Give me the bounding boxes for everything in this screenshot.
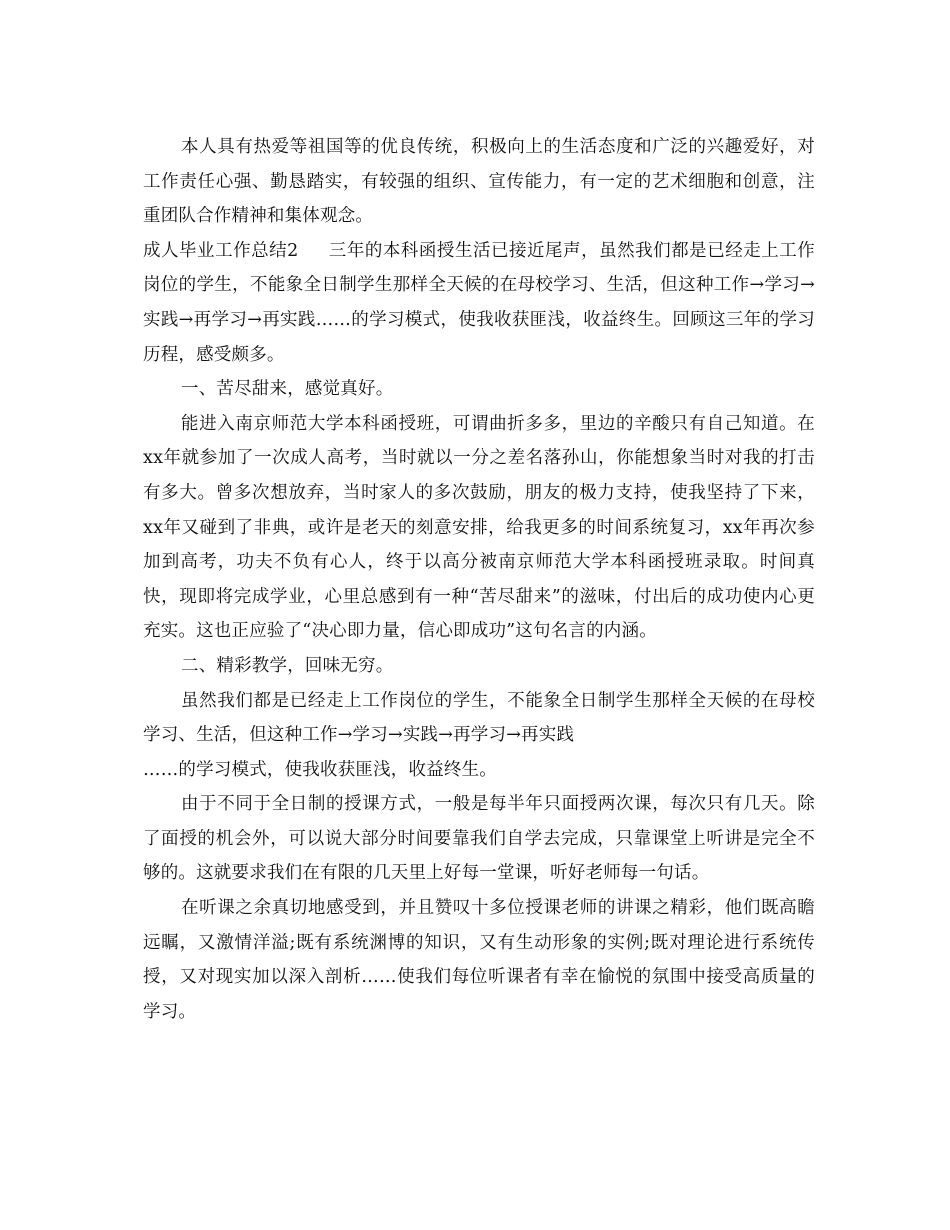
paragraph-teaching-mode: 由于不同于全日制的授课方式，一般是每半年只面授两次课，每次只有几天。除了面授的机会外，可以说大部分时间要靠我们自学去完成，只靠课堂上听讲是完全不够的。这就要求我们在有限的几天里上好每一堂课，听好老师每一句话。 xyxy=(143,794,815,884)
heading-two: 二、精彩教学，回味无穷。 xyxy=(181,655,394,676)
paragraph-work-study-a: 虽然我们都是已经走上工作岗位的学生，不能象全日制学生那样全天候的在母校学习、生活，但这种工作→学习→实践→再学习→再实践 xyxy=(143,690,815,746)
heading-one: 一、苦尽甜来，感觉真好。 xyxy=(181,379,394,400)
paragraph-intro: 本人具有热爱等祖国等的优良传统，积极向上的生活态度和广泛的兴趣爱好，对工作责任心强、勤恳踏实，有较强的组织、宣传能力，有一定的艺术细胞和创意，注重团队合作精神和集体观念。 xyxy=(143,137,815,227)
section-title: 成人毕业工作总结2 xyxy=(143,240,299,261)
paragraph-work-study-b: ……的学习模式，使我收获匪浅，收益终生。 xyxy=(143,759,497,780)
section-body: 三年的本科函授生活已接近尾声，虽然我们都是已经走上工作岗位的学生，不能象全日制学生那样全天候的在母校学习、生活，但这种工作→学习→实践→再学习→再实践……的学习模式，使我收获匪浅，收益终生。回顾这三年的学习历程，感受颇多。 xyxy=(143,240,815,365)
paragraph-teachers: 在听课之余真切地感受到，并且赞叹十多位授课老师的讲课之精彩，他们既高瞻远瞩，又激情洋溢;既有系统渊博的知识，又有生动形象的实例;既对理论进行系统传授，又对现实加以深入剖析……使我们每位听课者有幸在愉悦的氛围中接受高质量的学习。 xyxy=(143,898,815,1022)
paragraph-summary-2 xyxy=(143,234,815,372)
paragraph-admission: 能进入南京师范大学本科函授班，可谓曲折多多，里边的辛酸只有自己知道。在xx年就参加了一次成人高考，当时就以一分之差名落孙山，你能想象当时对我的打击有多大。曾多次想放弃，当时家人的多次鼓励，朋友的极力支持，使我坚持了下来，xx年又碰到了非典，或许是老天的刻意安排，给我更多的时间系统复习，xx年再次参加到高考，功夫不负有心人，终于以高分被南京师范大学本科函授班录取。时间真快，现即将完成学业，心里总感到有一种“苦尽甜来”的滋味，付出后的成功使内心更充实。这也正应验了“决心即力量，信心即成功”这句名言的内涵。 xyxy=(143,413,815,642)
document-body xyxy=(143,130,815,1029)
